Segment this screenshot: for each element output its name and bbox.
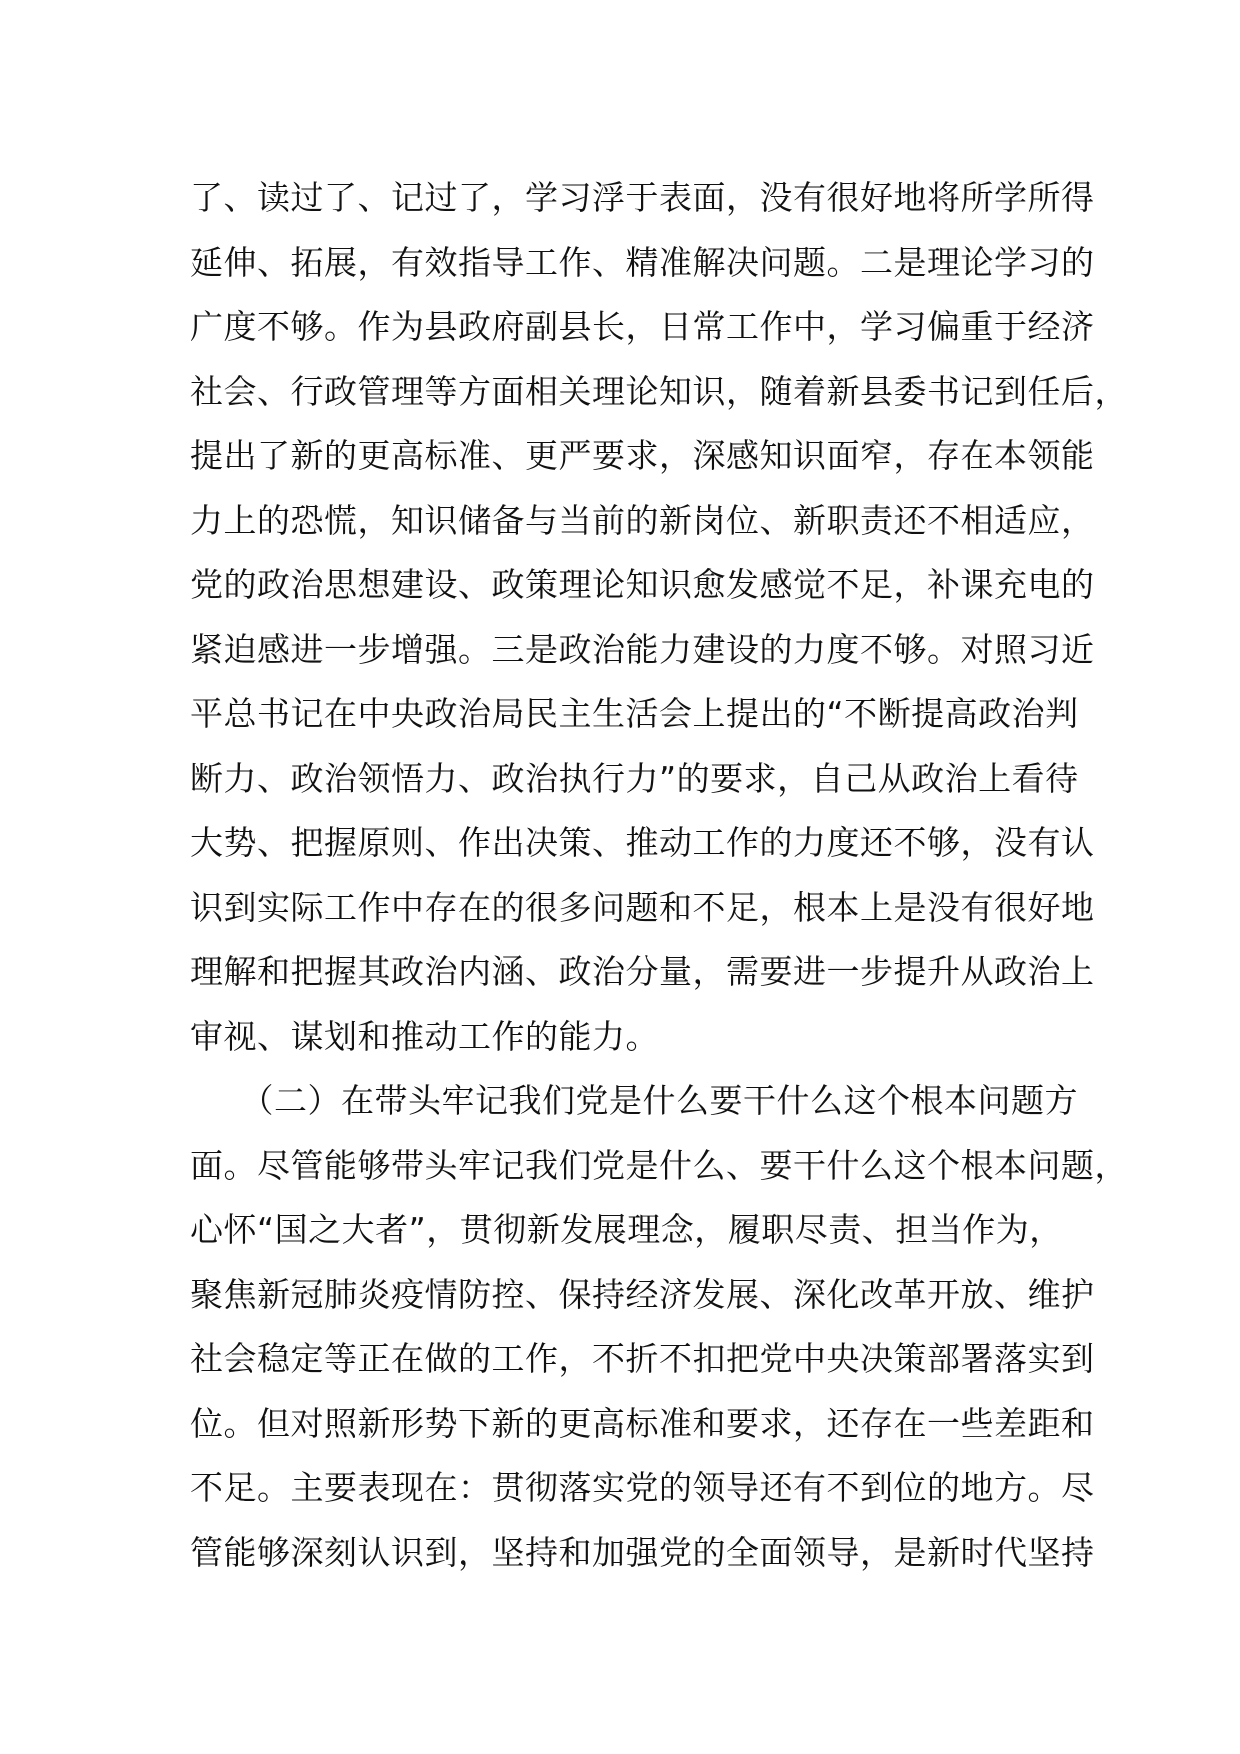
text-line: 理解和把握其政治内涵、政治分量，需要进一步提升从政治上 [190, 952, 1095, 991]
text-line: 社会稳定等正在做的工作，不折不扣把党中央决策部署落实到 [190, 1339, 1095, 1378]
text-line: 大势、把握原则、作出决策、推动工作的力度还不够，没有认 [190, 823, 1095, 862]
text-line: 管能够深刻认识到，坚持和加强党的全面领导，是新时代坚持 [190, 1532, 1095, 1572]
section-heading-line: （二）在带头牢记我们党是什么要干什么这个根本问题方 [190, 1081, 1078, 1120]
text-line: 提出了新的更高标准、更严要求，深感知识面窄，存在本领能 [190, 436, 1095, 475]
text-line: 社会、行政管理等方面相关理论知识，随着新县委书记到任后， [190, 371, 1128, 411]
text-line: 位。但对照新形势下新的更高标准和要求，还存在一些差距和 [190, 1403, 1095, 1443]
text-line: 延伸、拓展，有效指导工作、精准解决问题。二是理论学习的 [190, 242, 1095, 282]
text-line: 了、读过了、记过了，学习浮于表面，没有很好地将所学所得 [190, 178, 1095, 217]
body-text [190, 166, 1128, 1585]
text-line: 力上的恐慌，知识储备与当前的新岗位、新职责还不相适应， [190, 500, 1095, 540]
text-line: 面。尽管能够带头牢记我们党是什么、要干什么这个根本问题， [190, 1145, 1128, 1185]
text-line: 识到实际工作中存在的很多问题和不足，根本上是没有很好地 [190, 887, 1095, 927]
text-line: 审视、谋划和推动工作的能力。 [190, 1016, 659, 1056]
text-line: 断力、政治领悟力、政治执行力”的要求，自己从政治上看待 [190, 758, 1079, 798]
text-line: 平总书记在中央政治局民主生活会上提出的“不断提高政治判 [190, 694, 1079, 733]
text-line: 紧迫感进一步增强。三是政治能力建设的力度不够。对照习近 [190, 629, 1095, 669]
text-line: 心怀“国之大者”，贯彻新发展理念，履职尽责、担当作为， [190, 1210, 1063, 1249]
text-line: 聚焦新冠肺炎疫情防控、保持经济发展、深化改革开放、维护 [190, 1274, 1095, 1314]
text-line: 不足。主要表现在：贯彻落实党的领导还有不到位的地方。尽 [190, 1468, 1095, 1507]
text-line: 广度不够。作为县政府副县长，日常工作中，学习偏重于经济 [190, 307, 1095, 346]
text-line: 党的政治思想建设、政策理论知识愈发感觉不足，补课充电的 [190, 565, 1095, 604]
